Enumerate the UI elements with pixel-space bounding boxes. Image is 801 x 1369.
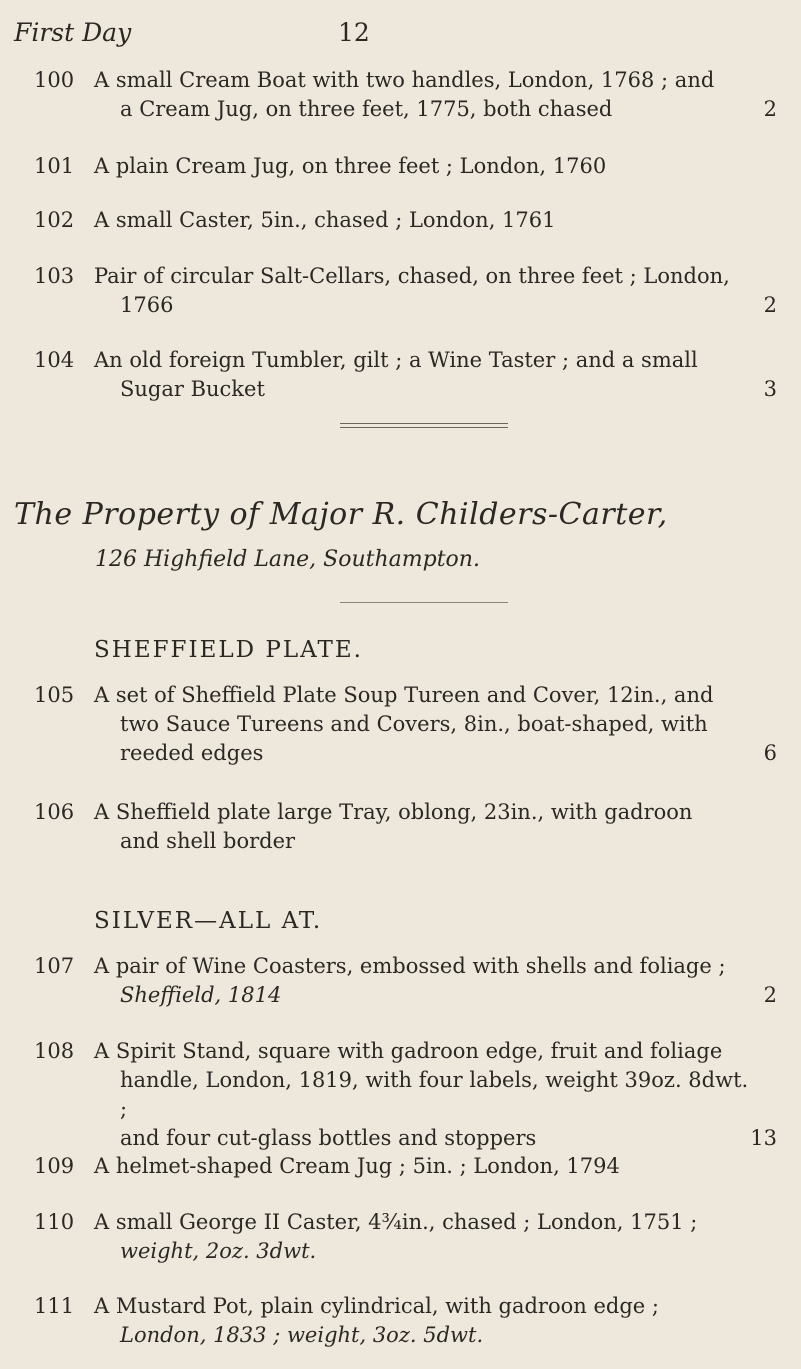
lot-quantity: 13 [750,1126,777,1150]
section-heading: SHEFFIELD PLATE. [94,637,363,663]
lot-entry [34,152,781,181]
lot-description [94,152,757,181]
lot-entry [34,798,781,856]
lot-description [94,952,757,1010]
lot-description [94,66,757,124]
lot-line: and four cut-glass bottles and stoppers [120,1126,537,1150]
lot-line: A Spirit Stand, square with gadroon edge, fruit and foliage [94,1039,723,1063]
lot-line: A small Cream Boat with two handles, London, 1768 ; and [94,68,715,92]
lot-quantity: 2 [763,983,777,1007]
lot-number: 102 [34,208,75,232]
lot-number: 104 [34,348,75,372]
lot-number: 108 [34,1039,75,1063]
lot-line: A Mustard Pot, plain cylindrical, with gadroon edge ; [94,1294,659,1318]
lot-description [94,681,757,768]
lot-line: A plain Cream Jug, on three feet ; London, 1760 [94,154,607,178]
lot-description [94,346,757,404]
lot-quantity: 2 [763,97,777,121]
lot-description [94,206,757,235]
lot-line: A set of Sheffield Plate Soup Tureen and Cover, 12in., and [94,683,714,707]
lot-line: reeded edges [120,741,264,765]
lot-line: Pair of circular Salt-Cellars, chased, on three feet ; London, [94,264,730,288]
lot-number: 101 [34,154,75,178]
lot-entry [34,1152,781,1181]
lot-line: weight, 2oz. 3dwt. [120,1239,317,1263]
lot-line: a Cream Jug, on three feet, 1775, both chased [120,97,613,121]
lot-number: 111 [34,1294,75,1318]
lot-entry [34,681,781,768]
lot-entry [34,952,781,1010]
lot-line: A pair of Wine Coasters, embossed with shells and foliage ; [94,954,726,978]
lot-number: 110 [34,1210,75,1234]
lot-line: Sheffield, 1814 [120,983,282,1007]
lot-description [94,1208,757,1266]
lot-description [94,798,757,856]
lot-line: 1766 [120,293,174,317]
lot-line: A Sheffield plate large Tray, oblong, 23in., with gadroon [94,800,693,824]
lot-number: 103 [34,264,75,288]
lot-number: 107 [34,954,75,978]
lot-line: London, 1833 ; weight, 3oz. 5dwt. [120,1323,484,1347]
divider-rule [340,602,508,603]
lot-entry [34,206,781,235]
lot-entry [34,66,781,124]
lot-line: two Sauce Tureens and Covers, 8in., boat-shaped, with [120,712,708,736]
page-number: 12 [338,18,370,47]
owner-heading: The Property of Major R. Childers-Carter, [14,497,668,532]
lot-line: A helmet-shaped Cream Jug ; 5in. ; London, 1794 [94,1154,620,1178]
lot-entry [34,262,781,320]
lot-description [94,1292,757,1350]
lot-quantity: 2 [763,293,777,317]
lot-line: A small Caster, 5in., chased ; London, 1761 [94,208,556,232]
lot-number: 109 [34,1154,75,1178]
lot-quantity: 3 [763,377,777,401]
lot-number: 106 [34,800,75,824]
lot-line: Sugar Bucket [120,377,265,401]
lot-quantity: 6 [763,741,777,765]
lot-line: A small George II Caster, 4¾in., chased ; London, 1751 ; [94,1210,698,1234]
lot-entry [34,346,781,404]
section-heading: SILVER—ALL AT. [94,908,323,934]
owner-address: 126 Highfield Lane, Southampton. [95,547,480,572]
lot-line: and shell border [120,829,296,853]
lot-description [94,1152,757,1181]
lot-description [94,262,757,320]
divider-rule [340,423,508,424]
lot-number: 100 [34,68,75,92]
lot-entry [34,1292,781,1350]
running-header: First Day [14,18,132,47]
lot-entry [34,1208,781,1266]
divider-rule [340,427,508,428]
lot-number: 105 [34,683,75,707]
lot-line: An old foreign Tumbler, gilt ; a Wine Taster ; and a small [94,348,698,372]
lot-line: handle, London, 1819, with four labels, weight 39oz. 8dwt. ; [120,1068,749,1121]
lot-description [94,1037,757,1153]
lot-entry [34,1037,781,1153]
